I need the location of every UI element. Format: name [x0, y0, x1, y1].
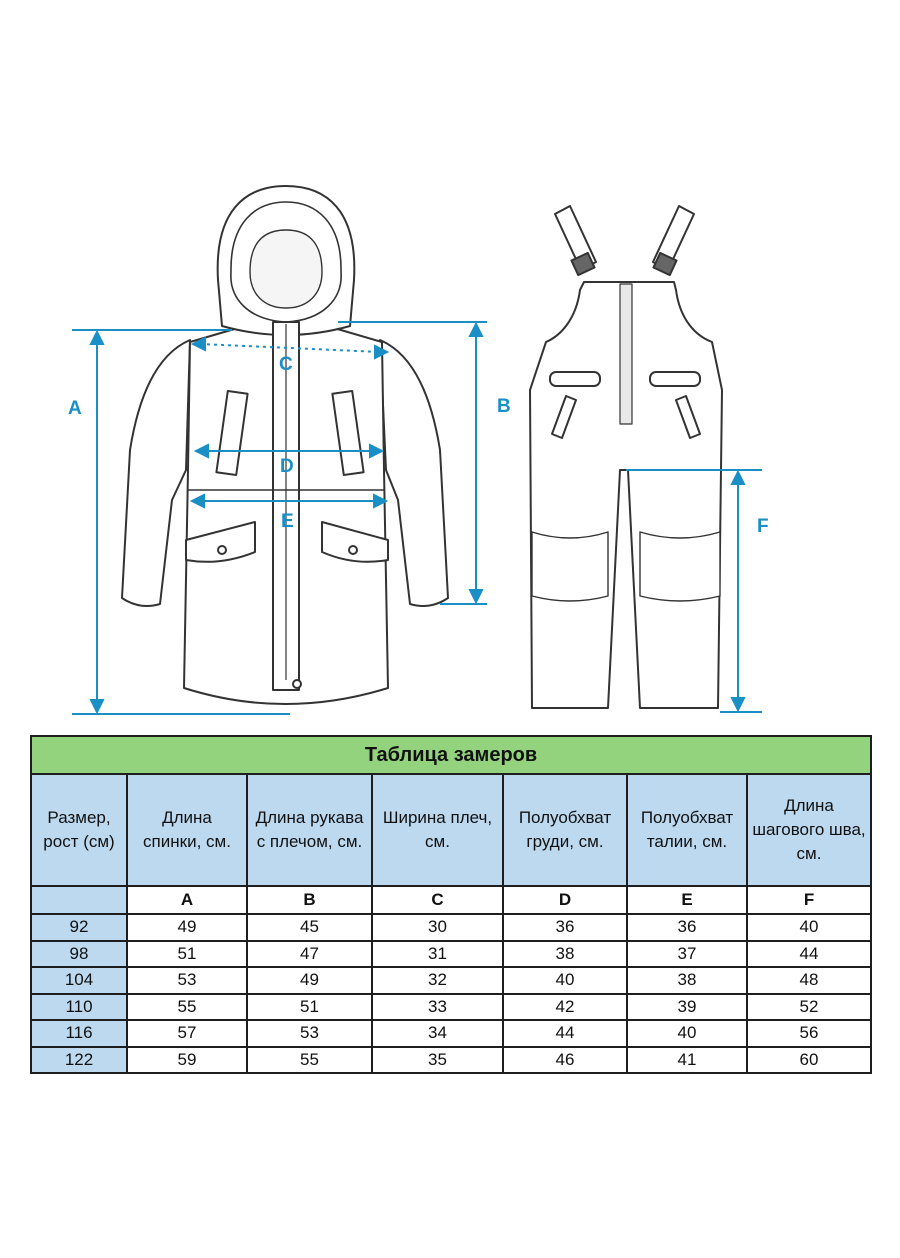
table-row — [31, 967, 871, 994]
jacket-left-sleeve — [122, 340, 190, 606]
table-letter-row — [31, 886, 871, 914]
header-cell: Длина спинки, см. — [127, 774, 247, 886]
size-cell: 98 — [31, 941, 127, 968]
table-cell: 49 — [247, 967, 372, 994]
table-cell: 38 — [503, 941, 627, 968]
size-cell: 110 — [31, 994, 127, 1021]
table-cell: 46 — [503, 1047, 627, 1074]
table-cell: 31 — [372, 941, 503, 968]
letter-cell — [31, 886, 127, 914]
label-a: A — [68, 398, 82, 419]
size-cell: 122 — [31, 1047, 127, 1074]
table-cell: 52 — [747, 994, 871, 1021]
overalls-knee-right — [640, 532, 720, 601]
label-e: E — [281, 511, 294, 532]
table-cell: 55 — [247, 1047, 372, 1074]
label-b: B — [497, 396, 511, 417]
table-cell: 36 — [627, 914, 747, 941]
table-row — [31, 941, 871, 968]
table-cell: 33 — [372, 994, 503, 1021]
overalls-knee-left — [532, 532, 608, 601]
table-header-row — [31, 774, 871, 886]
table-cell: 41 — [627, 1047, 747, 1074]
header-cell: Длина шагового шва, см. — [747, 774, 871, 886]
letter-cell: E — [627, 886, 747, 914]
table-cell: 59 — [127, 1047, 247, 1074]
table-cell: 57 — [127, 1020, 247, 1047]
overalls-band-left — [550, 372, 600, 386]
table-cell: 51 — [247, 994, 372, 1021]
table-title: Таблица замеров — [31, 736, 871, 774]
letter-cell: D — [503, 886, 627, 914]
header-cell: Ширина плеч, см. — [372, 774, 503, 886]
header-cell: Длина рукава с плечом, см. — [247, 774, 372, 886]
table-row — [31, 1047, 871, 1074]
label-f: F — [757, 516, 769, 537]
jacket-pocket-button-left — [218, 546, 226, 554]
table-cell: 48 — [747, 967, 871, 994]
table-cell: 44 — [747, 941, 871, 968]
table-cell: 40 — [747, 914, 871, 941]
size-cell: 116 — [31, 1020, 127, 1047]
table-cell: 49 — [127, 914, 247, 941]
jacket-pocket-button-right — [349, 546, 357, 554]
letter-cell: F — [747, 886, 871, 914]
table-cell: 51 — [127, 941, 247, 968]
table-row — [31, 914, 871, 941]
letter-cell: A — [127, 886, 247, 914]
table-cell: 53 — [247, 1020, 372, 1047]
header-cell: Размер, рост (см) — [31, 774, 127, 886]
letter-cell: C — [372, 886, 503, 914]
table-cell: 42 — [503, 994, 627, 1021]
jacket-hood-opening — [250, 230, 322, 308]
label-c: C — [279, 354, 293, 375]
jacket-snap-button — [293, 680, 301, 688]
table-cell: 32 — [372, 967, 503, 994]
table-cell: 36 — [503, 914, 627, 941]
jacket-drawing — [122, 186, 448, 704]
table-cell: 39 — [627, 994, 747, 1021]
table-cell: 35 — [372, 1047, 503, 1074]
table-cell: 44 — [503, 1020, 627, 1047]
table-cell: 40 — [627, 1020, 747, 1047]
table-title-row — [31, 736, 871, 774]
table-cell: 38 — [627, 967, 747, 994]
overalls-drawing — [530, 206, 722, 708]
table-cell: 45 — [247, 914, 372, 941]
letter-cell: B — [247, 886, 372, 914]
table-row — [31, 1020, 871, 1047]
table-cell: 47 — [247, 941, 372, 968]
label-d: D — [280, 456, 294, 477]
table-cell: 37 — [627, 941, 747, 968]
size-table — [30, 735, 872, 1074]
header-cell: Полуобхват талии, см. — [627, 774, 747, 886]
table-cell: 34 — [372, 1020, 503, 1047]
overalls-zipper — [620, 284, 632, 424]
table-cell: 40 — [503, 967, 627, 994]
table-cell: 53 — [127, 967, 247, 994]
table-cell: 56 — [747, 1020, 871, 1047]
size-cell: 104 — [31, 967, 127, 994]
header-cell: Полуобхват груди, см. — [503, 774, 627, 886]
jacket-right-sleeve — [380, 340, 448, 606]
overalls-band-right — [650, 372, 700, 386]
size-cell: 92 — [31, 914, 127, 941]
table-cell: 30 — [372, 914, 503, 941]
table-cell: 55 — [127, 994, 247, 1021]
table-cell: 60 — [747, 1047, 871, 1074]
table-row — [31, 994, 871, 1021]
